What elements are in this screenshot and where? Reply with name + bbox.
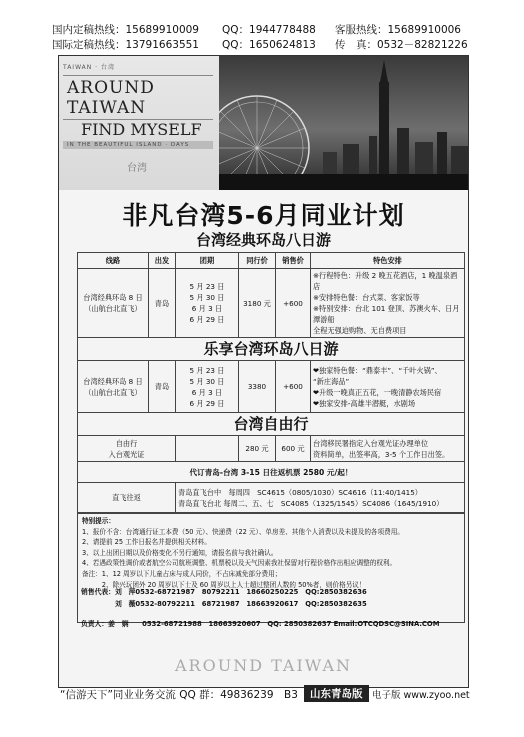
- service-hotline: 客服热线：15689910006: [335, 24, 461, 36]
- date: 5 月 30 日: [189, 376, 225, 386]
- trade-price: 3180 元: [239, 269, 276, 338]
- brand-slogan: FIND MYSELF: [81, 120, 202, 139]
- date: 5 月 30 日: [189, 293, 225, 302]
- col-trade-price: 同行价: [239, 253, 276, 269]
- flyer: [58, 55, 469, 688]
- flight-label: 直飞往返: [78, 483, 176, 513]
- ferris-wheel-and-tower-icon: [219, 56, 468, 190]
- date: 6 月 3 日: [191, 387, 223, 397]
- flight-taichung: 青岛直飞台中 每周四 SC4615（0805/1030）SC4616（11:40/1415）: [178, 487, 422, 497]
- col-features: 特色安排: [311, 253, 465, 269]
- footer-website: 电子版 www.zyoo.net: [372, 690, 470, 701]
- ticket-row: [78, 462, 465, 483]
- note: 2、请提前 25 工作日报名并提供相关材料。: [82, 538, 211, 547]
- notes-title: 特别提示：: [82, 517, 115, 525]
- feature: ❤独家特色餐：“鼎泰丰”、“千叶火锅”、: [313, 365, 442, 375]
- main-title: 非凡台湾5-6月同业计划: [122, 201, 405, 230]
- fax: 传 真：0532－82821226: [335, 39, 468, 51]
- subtitle-free-travel: 台湾自由行: [78, 413, 465, 436]
- feature: 资料简单，出签率高，3-5 个工作日出签。: [313, 449, 450, 459]
- date: 5 月 23 日: [189, 282, 225, 291]
- brand-logo: [63, 62, 213, 174]
- section-row: [78, 338, 465, 361]
- trade-price: 3380: [239, 361, 276, 413]
- feature: ❤独家安排-高雄半潜艇，水剧场: [313, 398, 416, 408]
- sales-rep-1: 销售代表：刘 萍0532-68721987 80792211 18660250225 QQ:2850382636: [81, 588, 367, 596]
- brand-tagline: TAIWAN · 台湾: [63, 64, 115, 71]
- table-header: [78, 253, 465, 269]
- sale-price: 600 元: [276, 436, 311, 462]
- watermark: AROUND TAIWAN: [175, 656, 352, 675]
- note: 3、以上出团日期以及价格变化不另行通知，请报名前与我社确认。: [82, 548, 278, 557]
- table-row: [78, 436, 465, 462]
- date: 6 月 29 日: [189, 398, 225, 408]
- edition-badge: 山东青岛版: [304, 685, 369, 702]
- feature: ※行程特色：升级 2 晚五花酒店，1 晚温泉酒店: [313, 271, 458, 291]
- city-skyline: [219, 56, 468, 190]
- route-name: 自由行: [115, 438, 138, 448]
- route-visa: 入台观光证: [108, 449, 145, 459]
- intl-hotline: 国际定稿热线：13791663551: [52, 39, 199, 51]
- col-route: 线路: [78, 253, 149, 269]
- flight-taipei: 青岛直飞台北 每周二、五、七 SC4085（1325/1545）SC4086（1645/1910）: [178, 498, 444, 508]
- note: 备注：1、12 周岁以下儿童占床与成人同价，不占床减免部分费用；: [82, 569, 282, 578]
- subtitle-classic: 台湾经典环岛八日游: [195, 231, 331, 249]
- tour-price-table: [77, 252, 465, 513]
- route-name: 台湾经典环岛 8 日: [83, 293, 143, 302]
- table-row: [78, 361, 465, 413]
- flight-row: [78, 483, 465, 513]
- departure-city: 青岛: [149, 361, 176, 413]
- manager-contact: 负责人：姜 娴 0532-68721988 18663920607 QQ: 2850382637 Email:OTCQDSC@SINA.COM: [81, 620, 440, 628]
- col-dates: 团期: [176, 253, 239, 269]
- date: 5 月 23 日: [189, 365, 225, 375]
- date: 6 月 29 日: [189, 315, 225, 324]
- note: 1、报价不含：台湾通行证工本费（50 元）、快递费（22 元）、单房差、其他个人消费以及未提及的各项费用。: [82, 527, 404, 536]
- note: 4、若遇政策性调价或者航空公司航班调整、机票税以及天气因素我社保留对行程价格作出相应调整的权利。: [82, 559, 397, 568]
- route-airline: （山航台北直飞）: [84, 304, 142, 313]
- domestic-hotline: 国内定稿热线：15689910009: [52, 24, 199, 36]
- brand-name: AROUND TAIWAN: [63, 75, 213, 120]
- subtitle-enjoy: 乐享台湾环岛八日游: [78, 338, 465, 361]
- feature: ※安排特色餐：台式菜、客家饭等: [313, 293, 420, 302]
- feature: “新庄海品”: [313, 376, 350, 386]
- sale-price: +600: [276, 269, 311, 338]
- trade-price: 280 元: [239, 436, 276, 462]
- brand-mark: 台湾: [127, 163, 147, 174]
- brand-subline: IN THE BEAUTIFUL ISLAND · DAYS: [63, 141, 213, 149]
- domestic-qq: QQ：1944778488: [222, 24, 316, 36]
- departure-city: 青岛: [149, 269, 176, 338]
- ticket-offer: 代订青岛-台湾 3-15 日往返机票 2580 元/起！: [78, 462, 465, 483]
- note: 2、除兴玩团外 20 周岁以下士及 60 周岁以上人士超过整团人数的 50%者，则价格另议！: [82, 580, 366, 589]
- col-sale-price: 销售价: [276, 253, 311, 269]
- feature: 潭游船: [313, 315, 335, 324]
- intl-qq: QQ：1650624813: [222, 39, 316, 51]
- feature: 台湾移民署指定入台观光证办理单位: [313, 438, 429, 448]
- feature: ❤升级一晚真正五花，一晚清静农场民宿: [313, 387, 442, 397]
- banner-photo: [59, 56, 468, 190]
- feature: 全程无强迫购物、无自费项目: [313, 326, 407, 335]
- table-row: [78, 269, 465, 338]
- feature: ※特别安排：台北 101 登顶、苏澳火车、日月: [313, 304, 460, 313]
- section-row: [78, 413, 465, 436]
- date: 6 月 3 日: [191, 304, 223, 313]
- sale-price: +600: [276, 361, 311, 413]
- col-departure: 出发: [149, 253, 176, 269]
- footer-qq-group: “信游天下”同业业务交流 QQ 群：49836239 B3: [60, 689, 298, 701]
- route-name: 台湾经典环岛 8 日: [83, 376, 143, 386]
- route-airline: （山航台北直飞）: [84, 387, 142, 397]
- sales-rep-2: 刘 薇0532-80792211 68721987 18663920617 QQ:2850382635: [81, 600, 367, 608]
